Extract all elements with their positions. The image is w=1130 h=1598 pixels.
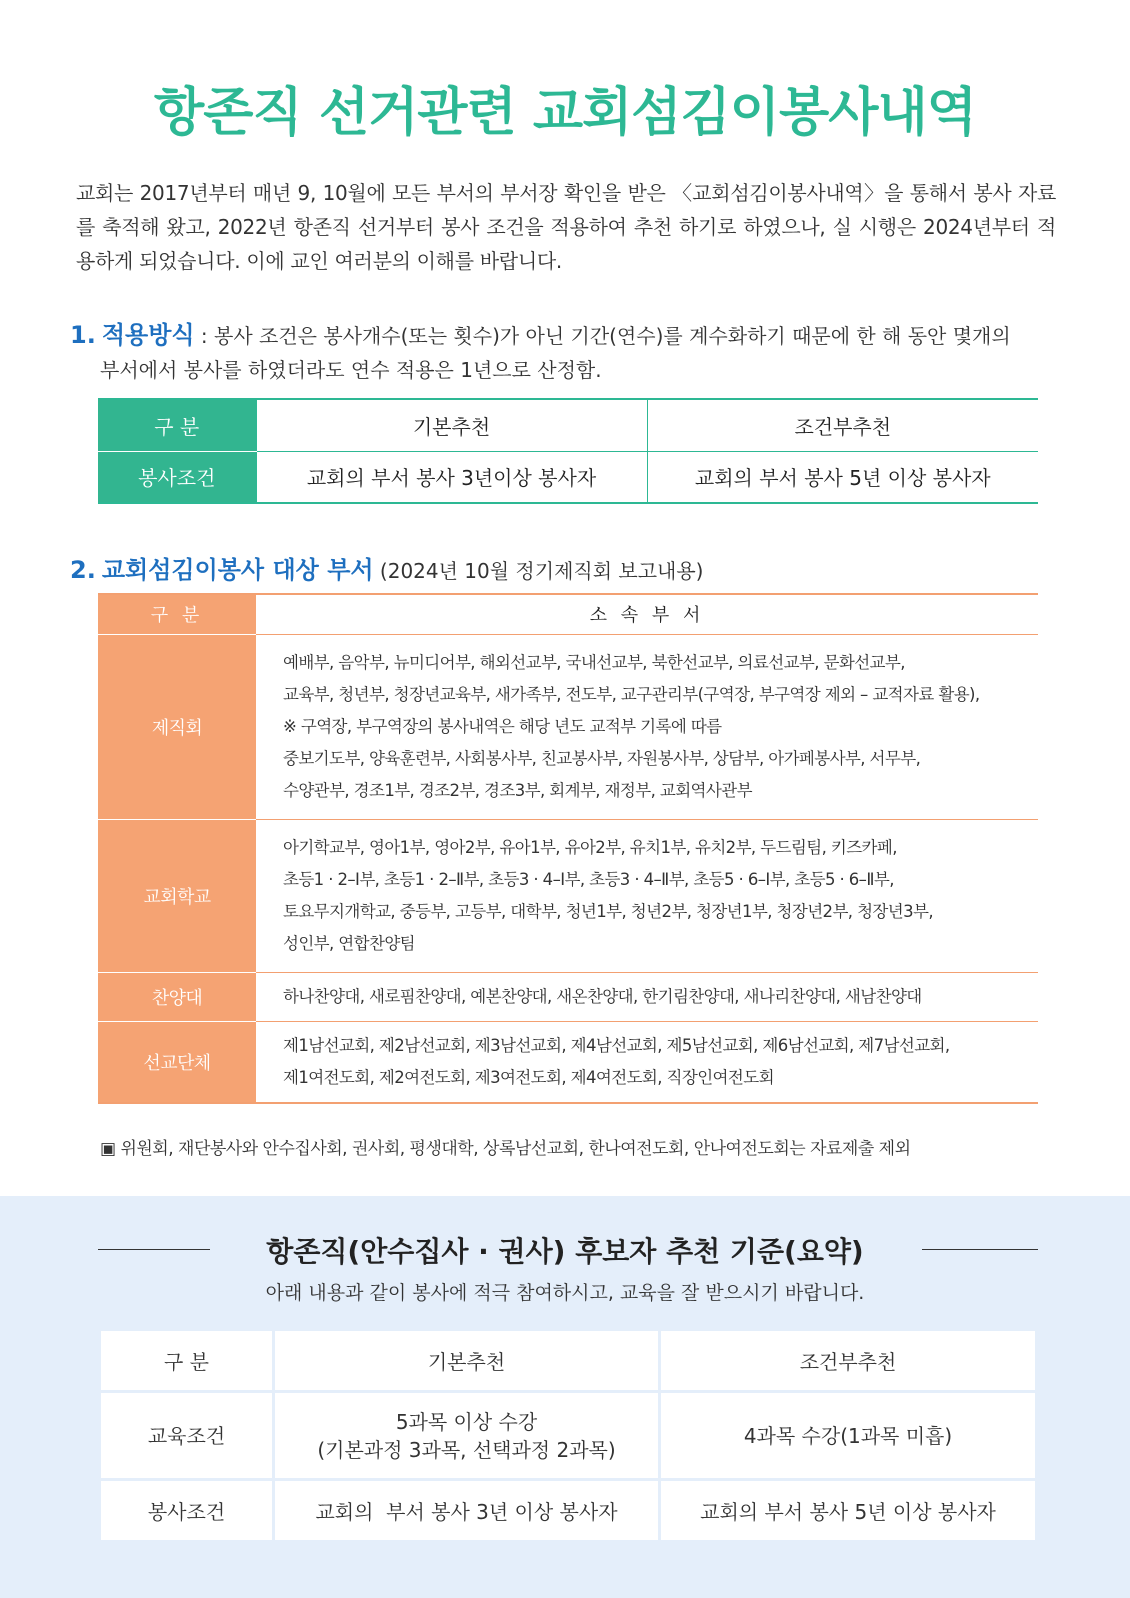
t3-edu-label: 교육조건: [100, 1392, 274, 1480]
t1-basic-value: 교회의 부서 봉사 3년이상 봉사자: [256, 451, 647, 503]
t3-header-conditional: 조건부추천: [660, 1330, 1037, 1392]
t2-row-label: 선교단체: [98, 1021, 256, 1103]
t3-edu-basic: [274, 1392, 660, 1480]
t3-edu-basic-line2: (기본과정 3과목, 선택과정 2과목): [317, 1437, 616, 1462]
table-row: [98, 1021, 1038, 1103]
page-title: 항존직 선거관련 교회섬김이봉사내역: [154, 83, 976, 143]
t3-svc-basic: 교회의 부서 봉사 3년 이상 봉사자: [274, 1480, 660, 1542]
dept-line: 중보기도부, 양육훈련부, 사회봉사부, 친교봉사부, 자원봉사부, 상담부, 아가페봉사부, 서무부,: [283, 748, 921, 768]
section2-desc: (2024년 10월 정기제직회 보고내용): [373, 559, 704, 583]
t3-svc-label: 봉사조건: [100, 1480, 274, 1542]
dept-line: 수양관부, 경조1부, 경조2부, 경조3부, 회계부, 재정부, 교회역사관부: [283, 780, 752, 800]
t3-header-category: 구 분: [100, 1330, 274, 1392]
section1-desc: : 봉사 조건은 봉사개수(또는 횟수)가 아닌 기간(연수)를 계수화하기 때문에 한 해 동안 몇개의: [194, 324, 1011, 348]
t1-header-basic: 기본추천: [256, 399, 647, 451]
t3-edu-conditional: 4과목 수강(1과목 미흡): [660, 1392, 1037, 1480]
t1-row-label: 봉사조건: [98, 451, 256, 503]
target-departments-table: [98, 593, 1038, 1104]
table-row: [98, 634, 1038, 819]
exclusion-note: ▣ 위원회, 재단봉사와 안수집사회, 권사회, 평생대학, 상록남선교회, 한나여전도회, 안나여전도회는 자료제출 제외: [100, 1139, 911, 1159]
criteria-subtitle: 아래 내용과 같이 봉사에 적극 참여하시고, 교육을 잘 받으시기 바랍니다.: [265, 1282, 865, 1304]
dept-line: 제1남선교회, 제2남선교회, 제3남선교회, 제4남선교회, 제5남선교회, 제6남선교회, 제7남선교회,: [283, 1035, 950, 1055]
t2-row-content: [256, 819, 1038, 972]
dept-line: 토요무지개학교, 중등부, 고등부, 대학부, 청년1부, 청년2부, 청장년1부, 청장년2부, 청장년3부,: [283, 901, 933, 921]
dept-line: 제1여전도회, 제2여전도회, 제3여전도회, 제4여전도회, 직장인여전도회: [283, 1067, 774, 1087]
intro-paragraph: 교회는 2017년부터 매년 9, 10월에 모든 부서의 부서장 확인을 받은 〈교회섬김이봉사내역〉을 통해서 봉사 자료를 축적해 왔고, 2022년 항존직 선거부터 봉사 조건을 적용하여 추천 하기로 하였으나, 실 시행은 2024년부터 적용하게 되었습니다. 이에 교인 여러분의 이해를 바랍니다.: [76, 181, 1056, 273]
t2-row-label: 교회학교: [98, 819, 256, 972]
t1-conditional-value: 교회의 부서 봉사 5년 이상 봉사자: [647, 451, 1038, 503]
t3-header-basic: 기본추천: [274, 1330, 660, 1392]
section2-heading: [70, 550, 703, 585]
dept-line: ※ 구역장, 부구역장의 봉사내역은 해당 년도 교적부 기록에 따름: [283, 716, 722, 736]
section2-number: 2.: [70, 556, 96, 584]
dept-line: 예배부, 음악부, 뉴미디어부, 해외선교부, 국내선교부, 북한선교부, 의료선교부, 문화선교부,: [283, 652, 905, 672]
dept-line: 성인부, 연합찬양팀: [283, 933, 416, 953]
t2-header-category: 구 분: [98, 594, 256, 634]
t2-row-label: 찬양대: [98, 972, 256, 1021]
dept-line: 하나찬양대, 새로핌찬양대, 예본찬양대, 새온찬양대, 한기림찬양대, 새나리찬양대, 새남찬양대: [283, 986, 922, 1006]
t2-row-content: [256, 972, 1038, 1021]
criteria-table: [98, 1328, 1038, 1543]
section1-key: 적용방식: [101, 321, 195, 349]
application-method-table: [98, 398, 1038, 504]
t3-svc-conditional: 교회의 부서 봉사 5년 이상 봉사자: [660, 1480, 1037, 1542]
section2-key: 교회섬김이봉사 대상 부서: [101, 556, 374, 584]
t2-row-label: 제직회: [98, 634, 256, 819]
table-row: [98, 972, 1038, 1021]
t1-header-conditional: 조건부추천: [647, 399, 1038, 451]
t2-row-content: [256, 1021, 1038, 1103]
t2-row-content: [256, 634, 1038, 819]
section1-heading: [70, 318, 1060, 387]
t2-header-departments: 소 속 부 서: [256, 594, 1038, 634]
criteria-title: 항존직(안수집사 · 권사) 후보자 추천 기준(요약): [266, 1235, 864, 1268]
section1-desc-line2: 부서에서 봉사를 하였더라도 연수 적용은 1년으로 산정함.: [100, 358, 602, 382]
section1-number: 1.: [70, 321, 96, 349]
dept-line: 교육부, 청년부, 청장년교육부, 새가족부, 전도부, 교구관리부(구역장, 부구역장 제외 – 교적자료 활용),: [283, 684, 980, 704]
dept-line: 초등1 · 2–Ⅰ부, 초등1 · 2–Ⅱ부, 초등3 · 4–Ⅰ부, 초등3 · 4–Ⅱ부, 초등5 · 6–Ⅰ부, 초등5 · 6–Ⅱ부,: [283, 869, 894, 889]
dept-line: 아기학교부, 영아1부, 영아2부, 유아1부, 유아2부, 유치1부, 유치2부, 두드림팀, 키즈카페,: [283, 837, 897, 857]
table-row: [98, 819, 1038, 972]
t3-edu-basic-line1: 5과목 이상 수강: [395, 1409, 538, 1434]
t1-header-category: 구 분: [98, 399, 256, 451]
